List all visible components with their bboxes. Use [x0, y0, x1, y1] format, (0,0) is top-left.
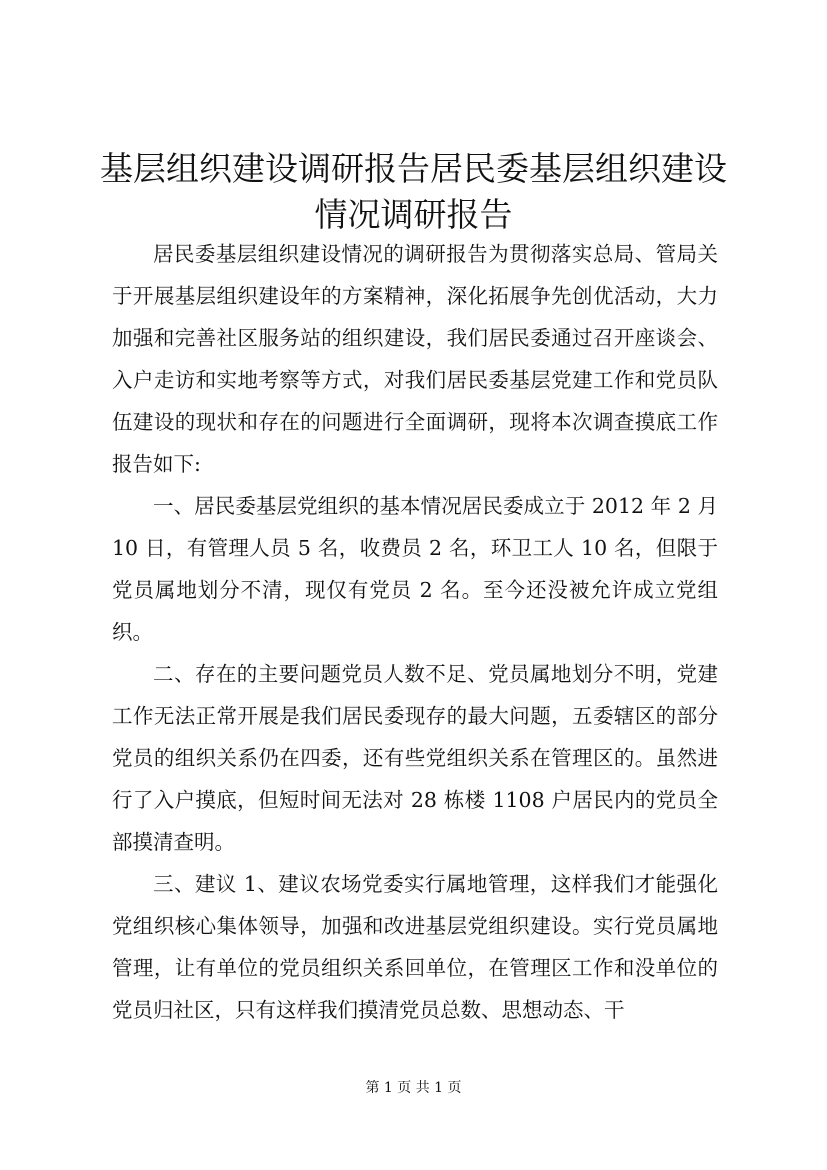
paragraph-suggestions: 三、建议 1、建议农场党委实行属地管理，这样我们才能强化党组织核心集体领导，加强和改进基层党组织建设。实行党员属地管理，让有单位的党员组织关系回单位，在管理区工作和没单位的党员归社区，只有这样我们摸清党员总数、思想动态、干	[112, 872, 718, 1022]
document-title: 基层组织建设调研报告居民委基层组织建设情况调研报告	[100, 149, 727, 234]
paragraph-intro: 居民委基层组织建设情况的调研报告为贯彻落实总局、管局关于开展基层组织建设年的方案精神，深化拓展争先创优活动，大力加强和完善社区服务站的组织建设，我们居民委通过召开座谈会、入户走访和实地考察等方式，对我们居民委基层党建工作和党员队伍建设的现状和存在的问题进行全面调研，现将本次调查摸底工作报告如下:	[112, 242, 718, 476]
page-footer: 第 1 页 共 1 页	[365, 1080, 462, 1096]
paragraph-basic-situation: 一、居民委基层党组织的基本情况居民委成立于 2012 年 2 月 10 日，有管理人员 5 名，收费员 2 名，环卫工人 10 名，但限于党员属地划分不清，现仅有党员 2 名。至今还没被允许成立党组织。	[112, 494, 718, 644]
paragraph-main-problems: 二、存在的主要问题党员人数不足、党员属地划分不明，党建工作无法正常开展是我们居民委现存的最大问题，五委辖区的部分党员的组织关系仍在四委，还有些党组织关系在管理区的。虽然进行了入户摸底，但短时间无法对 28 栋楼 1108 户居民内的党员全部摸清查明。	[112, 662, 718, 854]
document-body	[112, 233, 718, 1031]
